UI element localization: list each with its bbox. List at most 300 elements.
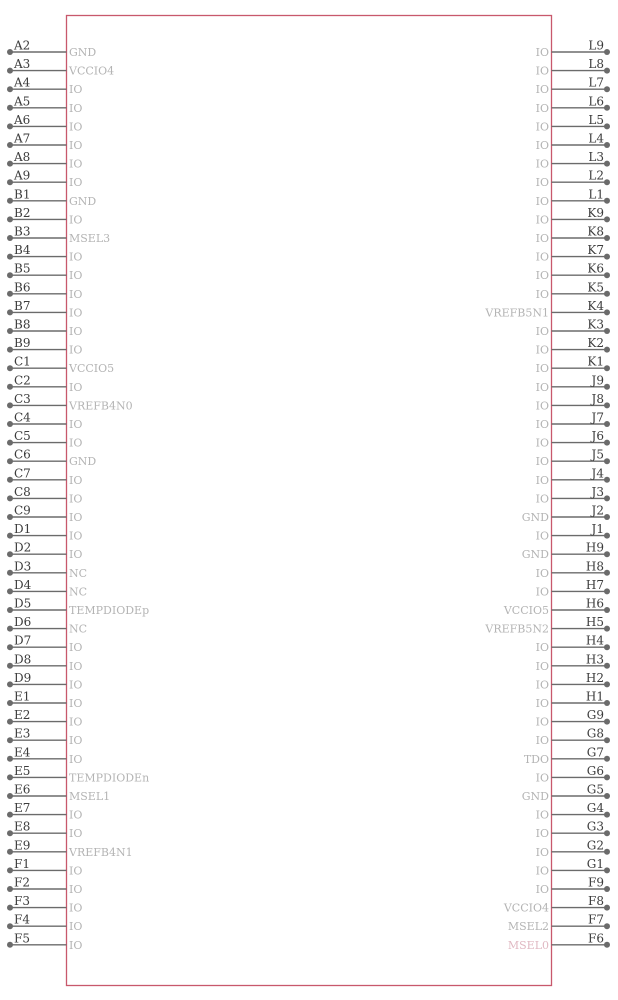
pin-name: MSEL1 — [69, 790, 111, 803]
pin-name: IO — [535, 715, 549, 729]
pin-terminal — [604, 123, 610, 129]
pin-terminal — [604, 663, 610, 669]
pin-name: IO — [535, 46, 549, 59]
pin-name: GND — [521, 548, 549, 562]
pin-number: L7 — [588, 75, 604, 90]
pin-name: IO — [535, 232, 549, 245]
pin-terminal — [604, 719, 610, 725]
pin-b5 — [7, 262, 82, 283]
pin-d8 — [7, 652, 82, 673]
pin-terminal — [7, 161, 13, 167]
pin-name: VCCIO4 — [503, 901, 549, 915]
pin-terminal — [7, 198, 13, 204]
pin-number: H2 — [585, 670, 604, 685]
pin-terminal — [7, 551, 13, 557]
pin-number: G6 — [586, 763, 604, 778]
pin-a8 — [7, 150, 82, 171]
pin-name: IO — [535, 697, 549, 710]
right-pin-group — [484, 39, 610, 952]
pin-j1 — [536, 522, 610, 543]
pin-d5 — [7, 597, 149, 618]
pin-number: A7 — [14, 131, 31, 146]
pin-k4 — [484, 299, 610, 320]
pin-terminal — [604, 514, 610, 520]
pin-name: IO — [535, 380, 549, 394]
pin-j4 — [536, 466, 610, 487]
pin-terminal — [7, 700, 13, 706]
pin-name: IO — [69, 139, 83, 152]
pin-terminal — [7, 421, 13, 427]
pin-b1 — [7, 187, 96, 208]
pin-terminal — [604, 867, 610, 873]
pin-b4 — [7, 243, 82, 264]
pin-number: E9 — [14, 838, 31, 853]
pin-g3 — [536, 820, 610, 841]
pin-name: VCCIO5 — [503, 604, 549, 617]
pin-terminal — [604, 161, 610, 167]
pin-number: A4 — [14, 75, 31, 90]
pin-number: C9 — [14, 503, 31, 518]
pin-j3 — [536, 485, 610, 506]
pin-number: F5 — [14, 931, 30, 946]
pin-terminal — [7, 440, 13, 446]
pin-number: D3 — [14, 559, 32, 574]
pin-f6 — [508, 931, 610, 952]
pin-number: H9 — [585, 540, 604, 555]
pin-terminal — [7, 756, 13, 762]
pin-j9 — [536, 373, 610, 394]
pin-number: E4 — [14, 745, 31, 760]
pin-number: J5 — [591, 447, 604, 462]
pin-terminal — [604, 923, 610, 929]
pin-c8 — [7, 485, 82, 506]
pin-e9 — [7, 838, 133, 859]
pin-number: K8 — [587, 224, 604, 239]
pin-terminal — [7, 774, 13, 780]
pin-terminal — [7, 365, 13, 371]
pin-name: IO — [69, 176, 83, 190]
pin-name: IO — [535, 659, 549, 673]
pin-terminal — [604, 309, 610, 315]
pin-terminal — [7, 328, 13, 334]
pin-terminal — [7, 254, 13, 260]
pin-number: G1 — [586, 856, 604, 871]
pin-e4 — [7, 745, 82, 766]
pin-terminal — [604, 942, 610, 948]
pin-name: IO — [535, 101, 549, 115]
pin-number: L9 — [588, 38, 604, 53]
pin-terminal — [604, 365, 610, 371]
pin-terminal — [604, 886, 610, 892]
pin-e2 — [7, 708, 82, 729]
pin-f5 — [7, 931, 82, 952]
pin-number: B8 — [14, 317, 31, 332]
pin-name: IO — [535, 343, 549, 357]
pin-l1 — [536, 187, 610, 208]
pin-a6 — [7, 113, 82, 133]
pin-k8 — [536, 225, 610, 246]
pin-terminal — [604, 737, 610, 743]
pin-number: J2 — [591, 503, 604, 518]
pin-terminal — [7, 681, 13, 687]
pin-j5 — [536, 448, 610, 469]
pin-number: K9 — [587, 205, 604, 220]
pin-d7 — [7, 634, 82, 655]
pin-name: GND — [521, 790, 549, 803]
pin-terminal — [604, 830, 610, 836]
pin-number: G5 — [586, 782, 604, 797]
pin-c1 — [7, 355, 114, 376]
pin-name: IO — [69, 343, 83, 357]
pin-terminal — [7, 793, 13, 799]
pin-b2 — [7, 206, 82, 227]
pin-e6 — [7, 783, 110, 804]
pin-number: H1 — [585, 689, 604, 704]
pin-j8 — [536, 392, 610, 413]
pin-number: C4 — [14, 410, 31, 425]
pin-number: L4 — [588, 131, 604, 146]
pin-number: J9 — [591, 373, 604, 388]
pin-name: IO — [535, 83, 549, 97]
pin-number: D7 — [14, 633, 32, 648]
pin-terminal — [7, 719, 13, 725]
pin-name: NC — [69, 566, 88, 580]
pin-terminal — [604, 179, 610, 185]
pin-number: A5 — [14, 94, 31, 109]
pin-terminal — [604, 402, 610, 408]
pin-a5 — [7, 94, 82, 115]
pin-d3 — [7, 559, 87, 580]
pin-d4 — [7, 578, 87, 599]
pin-name: IO — [69, 213, 83, 227]
pin-name: VREFB4N0 — [69, 399, 133, 413]
pin-number: J3 — [591, 484, 604, 499]
pin-number: H3 — [585, 652, 604, 667]
pin-g4 — [536, 801, 610, 822]
pin-name: IO — [535, 678, 549, 692]
pin-number: F8 — [588, 894, 604, 909]
pin-number: A2 — [14, 38, 31, 53]
pin-terminal — [604, 198, 610, 204]
pin-name: IO — [535, 120, 549, 134]
pin-terminal — [604, 458, 610, 464]
pin-name: IO — [69, 492, 83, 506]
pin-number: F2 — [14, 875, 30, 890]
pin-terminal — [7, 830, 13, 836]
pin-name: IO — [535, 139, 549, 152]
pin-k3 — [536, 318, 610, 339]
pin-terminal — [7, 737, 13, 743]
pin-k6 — [536, 262, 610, 283]
pin-name: VCCIO5 — [69, 362, 115, 376]
pin-k7 — [536, 243, 610, 264]
pin-c3 — [7, 392, 133, 413]
pin-terminal — [604, 68, 610, 74]
pin-name: IO — [535, 808, 549, 822]
pin-name: IO — [69, 120, 83, 134]
pin-terminal — [7, 347, 13, 353]
pin-c4 — [7, 411, 82, 432]
left-pin-group — [7, 39, 149, 952]
pin-terminal — [604, 384, 610, 390]
pin-number: J1 — [591, 522, 604, 537]
pin-name: MSEL2 — [507, 920, 549, 934]
pin-h1 — [536, 690, 610, 711]
pin-terminal — [7, 867, 13, 873]
pin-k1 — [536, 355, 610, 376]
pin-d6 — [7, 615, 87, 636]
pin-h4 — [536, 634, 610, 655]
pin-name: VCCIO4 — [69, 64, 115, 78]
pin-terminal — [604, 291, 610, 297]
pin-name: TEMPDIODEp — [69, 604, 150, 617]
pin-number: C5 — [14, 429, 31, 444]
pin-name: IO — [69, 864, 83, 878]
pin-name: IO — [535, 418, 549, 431]
pin-j2 — [522, 504, 610, 525]
pin-terminal — [604, 626, 610, 632]
pin-g2 — [536, 838, 610, 859]
pin-terminal — [604, 588, 610, 594]
pin-terminal — [7, 495, 13, 501]
pin-name: GND — [69, 46, 97, 59]
pin-terminal — [604, 774, 610, 780]
pin-name: IO — [535, 213, 549, 227]
pin-number: F6 — [588, 931, 604, 946]
pin-number: J6 — [591, 429, 604, 444]
pin-number: B9 — [14, 336, 31, 351]
pin-number: B2 — [14, 205, 31, 220]
pin-terminal — [7, 644, 13, 650]
pin-b6 — [7, 280, 82, 301]
pin-name: GND — [69, 455, 97, 469]
pin-name: IO — [69, 269, 83, 283]
pin-terminal — [604, 570, 610, 576]
pin-terminal — [7, 384, 13, 390]
pin-terminal — [604, 905, 610, 911]
pin-number: C8 — [14, 484, 31, 499]
pin-terminal — [604, 533, 610, 539]
pin-name: IO — [69, 380, 83, 394]
pin-name: IO — [69, 548, 83, 562]
pin-terminal — [604, 477, 610, 483]
pin-name: IO — [69, 938, 83, 952]
pin-number: F3 — [14, 894, 30, 909]
pin-number: B7 — [14, 298, 31, 313]
pin-l2 — [536, 169, 610, 190]
pin-name: IO — [69, 715, 83, 729]
pin-name: IO — [69, 659, 83, 673]
pin-terminal — [7, 123, 13, 129]
pin-number: B6 — [14, 280, 31, 295]
pin-name: IO — [535, 194, 549, 208]
pin-terminal — [604, 142, 610, 148]
pin-name: IO — [535, 864, 549, 878]
pin-name: IO — [69, 752, 83, 766]
pin-name: TEMPDIODEn — [69, 771, 150, 785]
pin-terminal — [604, 272, 610, 278]
pin-name: GND — [521, 511, 549, 524]
pin-number: B3 — [14, 224, 31, 239]
pin-l7 — [536, 76, 610, 97]
pin-terminal — [7, 588, 13, 594]
pin-number: E7 — [14, 801, 31, 816]
pin-e8 — [7, 820, 82, 841]
pin-name: IO — [535, 771, 549, 785]
pin-name: NC — [69, 585, 88, 599]
pin-e7 — [7, 801, 82, 822]
pin-name: IO — [535, 399, 549, 413]
pin-name: IO — [535, 455, 549, 469]
pin-terminal — [604, 328, 610, 334]
pin-number: H4 — [585, 633, 604, 648]
pin-number: B4 — [14, 243, 31, 258]
pin-number: G3 — [586, 819, 604, 834]
pin-number: E1 — [14, 689, 31, 704]
pin-name: VREFB4N1 — [69, 845, 133, 859]
pin-number: J8 — [591, 391, 604, 406]
pin-d2 — [7, 541, 82, 562]
pin-number: L6 — [588, 94, 604, 109]
pin-e1 — [7, 690, 82, 711]
pin-number: E2 — [14, 708, 31, 723]
pin-number: C2 — [14, 373, 31, 388]
pin-terminal — [604, 216, 610, 222]
pin-name: IO — [69, 827, 83, 841]
pin-terminal — [7, 291, 13, 297]
pin-name: IO — [535, 325, 549, 338]
pin-h6 — [503, 597, 610, 618]
pin-l8 — [536, 57, 610, 78]
pin-name: IO — [535, 473, 549, 487]
pin-terminal — [604, 849, 610, 855]
pin-terminal — [7, 179, 13, 185]
pin-terminal — [7, 458, 13, 464]
pin-l3 — [536, 150, 610, 171]
pin-number: B5 — [14, 261, 31, 276]
pin-g9 — [536, 708, 610, 729]
pin-number: G7 — [586, 745, 604, 760]
pin-number: K4 — [587, 298, 604, 313]
pin-f1 — [7, 857, 82, 878]
pin-number: L3 — [588, 150, 604, 165]
pin-name: NC — [69, 622, 88, 636]
pin-c6 — [7, 448, 96, 469]
pin-name: IO — [535, 362, 549, 376]
pin-name: VREFB5N1 — [485, 306, 549, 320]
pin-l6 — [536, 94, 610, 115]
pin-terminal — [7, 812, 13, 818]
pin-g5 — [522, 783, 610, 804]
pin-h8 — [536, 559, 610, 580]
pin-name: IO — [535, 287, 549, 301]
pin-d9 — [7, 671, 82, 692]
pin-number: E5 — [14, 763, 31, 778]
pin-terminal — [7, 886, 13, 892]
pin-terminal — [604, 254, 610, 260]
pin-number: F1 — [14, 856, 30, 871]
pin-terminal — [604, 49, 610, 55]
pin-name: IO — [69, 101, 83, 115]
pin-terminal — [604, 793, 610, 799]
pin-number: D9 — [14, 670, 32, 685]
pin-number: L1 — [588, 187, 604, 202]
pin-b3 — [7, 225, 110, 246]
pin-number: F9 — [588, 875, 604, 890]
pin-h7 — [536, 578, 610, 599]
pin-h9 — [522, 541, 610, 562]
pin-name: GND — [69, 194, 97, 208]
pin-g7 — [524, 745, 610, 766]
pin-name: IO — [69, 306, 83, 320]
pin-name: IO — [535, 492, 549, 506]
pin-c7 — [7, 466, 82, 487]
pin-e3 — [7, 727, 82, 748]
pin-j7 — [536, 411, 610, 432]
pin-terminal — [7, 309, 13, 315]
pin-number: C3 — [14, 391, 31, 406]
component-body — [67, 16, 552, 986]
pin-terminal — [604, 700, 610, 706]
pin-k9 — [536, 206, 610, 227]
pin-number: E3 — [14, 726, 31, 741]
pin-number: K1 — [587, 354, 604, 369]
pin-f7 — [508, 913, 610, 934]
pin-number: D1 — [14, 522, 32, 537]
pin-name: IO — [69, 250, 83, 264]
pin-number: D5 — [14, 596, 32, 611]
pin-terminal — [604, 440, 610, 446]
pin-number: G8 — [586, 726, 604, 741]
pin-g6 — [536, 764, 610, 785]
pin-terminal — [604, 495, 610, 501]
pin-number: F7 — [588, 912, 604, 927]
pin-name: IO — [535, 436, 549, 450]
pin-b7 — [7, 299, 82, 320]
pin-terminal — [7, 49, 13, 55]
pin-name: IO — [535, 734, 549, 748]
pin-name: IO — [69, 641, 83, 655]
pin-terminal — [7, 663, 13, 669]
pin-l9 — [536, 39, 610, 60]
pin-name: IO — [69, 808, 83, 822]
pin-terminal — [7, 142, 13, 148]
pin-a3 — [7, 57, 114, 78]
pin-number: H6 — [585, 596, 604, 611]
pin-name: IO — [535, 641, 549, 655]
pin-a9 — [7, 169, 82, 190]
pin-terminal — [7, 216, 13, 222]
pin-number: A9 — [14, 168, 31, 183]
pin-terminal — [7, 105, 13, 111]
pin-number: K2 — [587, 336, 604, 351]
pin-number: H7 — [585, 577, 604, 592]
pin-f8 — [503, 894, 610, 915]
pin-terminal — [7, 849, 13, 855]
pin-terminal — [7, 626, 13, 632]
pin-number: D8 — [14, 652, 32, 667]
pin-name: IO — [69, 157, 83, 171]
pin-number: L8 — [588, 57, 604, 72]
pin-number: A3 — [14, 57, 31, 72]
pin-number: H8 — [585, 559, 604, 574]
pin-name: IO — [535, 176, 549, 190]
pin-number: D6 — [14, 615, 32, 630]
pin-l4 — [536, 132, 610, 153]
pin-name: VREFB5N2 — [485, 622, 549, 636]
pin-terminal — [604, 644, 610, 650]
pin-name: IO — [69, 678, 83, 692]
